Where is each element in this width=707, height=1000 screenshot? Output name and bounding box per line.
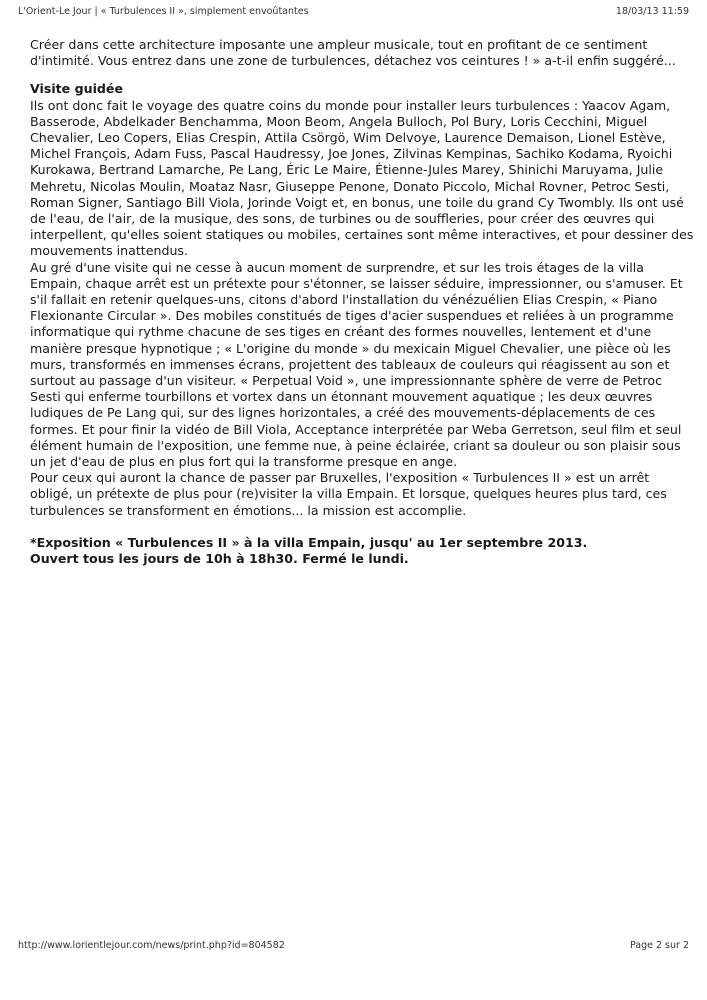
paragraph-artists: Ils ont donc fait le voyage des quatre coins du monde pour installer leurs turbulences : Yaacov Agam, Basserode, Abdelkader Benchamma, Moon Beom, Angela Bulloch, Pol Bury, Loris Cecchini, Miguel Chevalier, Leo Copers, Elias Crespin, Attila Csörgö, Wim Delvoye, Laurence Demaison, Lionel Estève, Michel François, Adam Fuss, Pascal Haudressy, Joe Jones, Zilvinas Kempinas, Sachiko Kodama, Ryoichi Kurokawa, Bertrand Lamarche, Pe Lang, Éric Le Maire, Étienne-Jules Marey, Shinichi Maruyama, Julie Mehretu, Nicolas Moulin, Moataz Nasr, Giuseppe Penone, Donato Piccolo, Michal Rovner, Petroc Sesti, Roman Signer, Santiago Bill Viola, Jorinde Voigt et, en bonus, une toile du grand Cy Twombly. Ils ont usé de l'eau, de l'air, de la musique, des sons, de turbines ou de souffleries, pour créer des œuvres qui interpellent, qu'elles soient statiques ou mobiles, certaines sont même interactives, et pour dessiner des mouvements inattendus. (30, 97, 694, 259)
notice-hours: Ouvert tous les jours de 10h à 18h30. Fermé le lundi. (30, 551, 409, 567)
paragraph-conclusion: Pour ceux qui auront la chance de passer par Bruxelles, l'exposition « Turbulences II » est un arrêt obligé, un prétexte de plus pour (re)visiter la villa Empain. Et lorsque, quelques heures plus tard, ces turbulences se transforment en émotions... la mission est accomplie. (30, 470, 667, 518)
exhibition-notice (30, 535, 694, 567)
print-header (18, 6, 689, 20)
article-body (30, 37, 694, 567)
page-number: Page 2 sur 2 (629, 940, 689, 951)
page-url: http://www.lorientlejour.com/news/print.php?id=804582 (18, 940, 285, 951)
paragraph-visit: Au gré d'une visite qui ne cesse à aucun moment de surprendre, et sur les trois étages de la villa Empain, chaque arrêt est un prétexte pour s'étonner, se laisser séduire, impressionner, ou s'amuser. Et s'il fallait en retenir quelques-uns, citons d'abord l'installation du vénézuélien Elias Crespin, « Piano Flexionante Circular ». Des mobiles constitués de tiges d'acier suspendues et reliées à un programme informatique qui rythme chacune de ses tiges en créant des formes nouvelles, lentement et d'une manière presque hypnotique ; « L'origine du monde » du mexicain Miguel Chevalier, une pièce où les murs, transformés en immenses écrans, projettent des tableaux de couleurs qui réagissent au son et surtout au passage d'un visiteur. « Perpetual Void », une impressionnante sphère de verre de Petroc Sesti qui enferme tourbillons et vortex dans un étonnant mouvement aquatique ; les deux œuvres ludiques de Pe Lang qui, sur des lignes horizontales, a créé des mouvements-déplacements de ces formes. Et pour finir la vidéo de Bill Viola, Acceptance interprétée par Weba Gerretson, seul film et seul élément humain de l'exposition, une femme nue, à peine éclairée, criant sa douleur ou son plaisir sous un jet d'eau de plus en plus fort qui la transforme presque en ange. (30, 259, 683, 470)
print-datetime: 18/03/13 11:59 (615, 6, 689, 17)
notice-dates: *Exposition « Turbulences II » à la villa Empain, jusqu' au 1er septembre 2013. (30, 534, 588, 550)
source-title: L'Orient-Le Jour | « Turbulences II », simplement envoûtantes (18, 6, 309, 17)
print-footer (18, 940, 689, 954)
section-heading: Visite guidée (30, 81, 123, 97)
intro-paragraph: Créer dans cette architecture imposante une ampleur musicale, tout en profitant de ce sentiment d'intimité. Vous entrez dans une zone de turbulences, détachez vos ceintures ! » a-t-il enfin suggéré... (30, 37, 676, 69)
